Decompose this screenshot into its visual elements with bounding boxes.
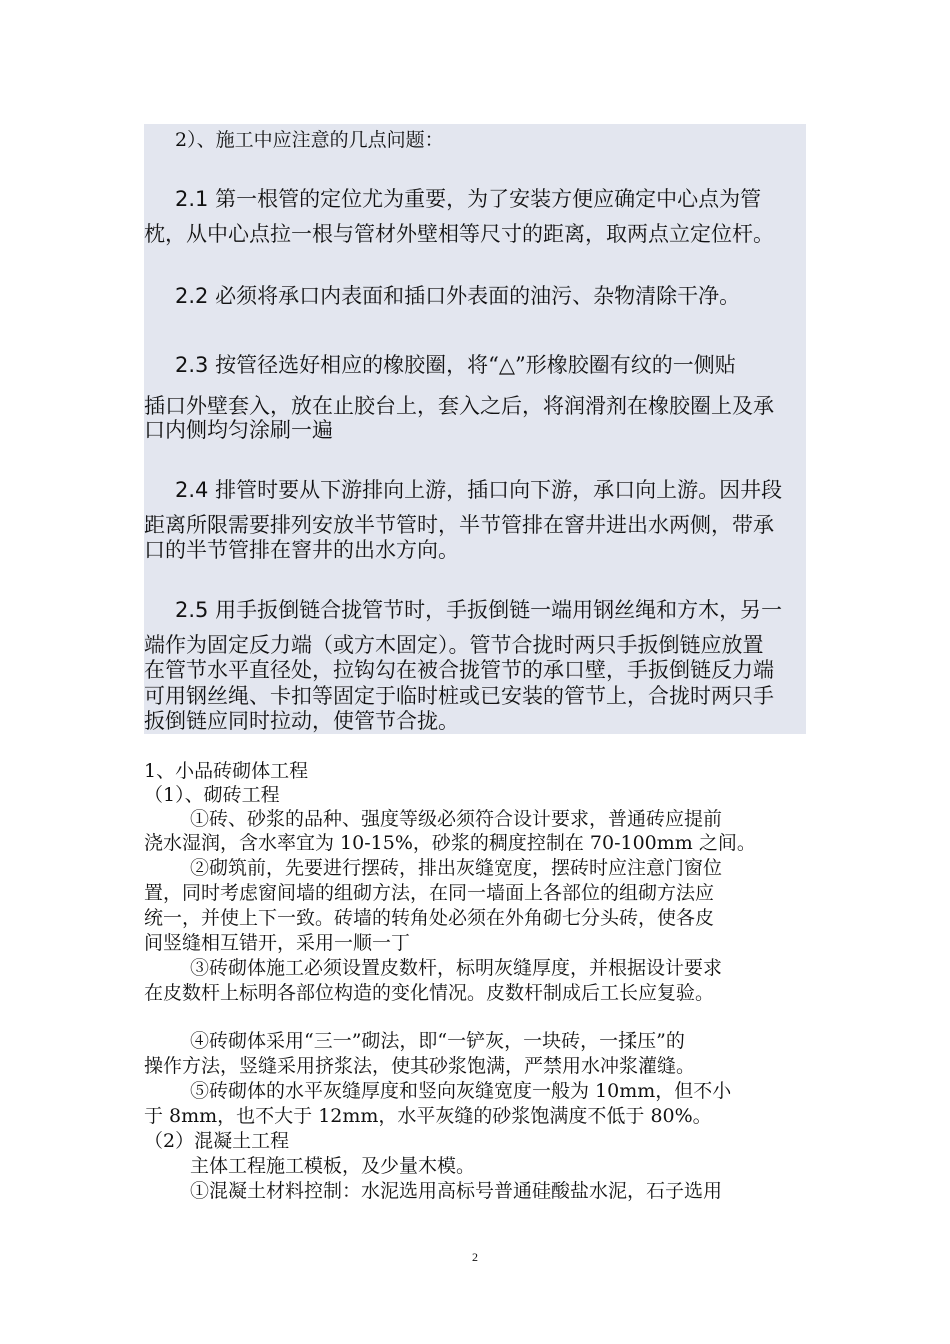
paragraph-number: 2.2 <box>175 284 209 308</box>
subsection-title: （1）、砌砖工程 <box>144 784 280 806</box>
item-2-line-2: 置，同时考虑窗间墙的组砌方法，在同一墙面上各部位的组砌方法应 <box>144 882 715 904</box>
paragraph-2-2-line-1: 2.2 必须将承口内表面和插口外表面的油污、杂物清除干净。 <box>175 284 741 308</box>
item-2-line-1: ②砌筑前，先要进行摆砖，排出灰缝宽度，摆砖时应注意门窗位 <box>190 857 723 879</box>
page-number: 2 <box>472 1250 478 1264</box>
paragraph-number: 2.4 <box>175 478 209 502</box>
paragraph-2-5-line-1: 2.5 用手扳倒链合拢管节时，手扳倒链一端用钢丝绳和方木，另一 <box>175 598 783 622</box>
item-1-line-2: 浇水湿润，含水率宜为 10-15%，砂浆的稠度控制在 70-100mm 之间。 <box>144 832 756 854</box>
paragraph-2-5-line-5: 扳倒链应同时拉动，使管节合拢。 <box>144 709 459 733</box>
section-title: 1、小品砖砌体工程 <box>144 760 309 782</box>
item-2-line-4: 间竖缝相互错开，采用一顺一丁 <box>144 932 411 954</box>
section-heading: 2）、施工中应注意的几点问题： <box>175 129 444 151</box>
item-1-line-1: ①砖、砂浆的品种、强度等级必须符合设计要求，普通砖应提前 <box>190 808 723 830</box>
paragraph-2-1-line-2: 枕，从中心点拉一根与管材外壁相等尺寸的距离，取两点立定位杆。 <box>144 222 774 246</box>
paragraph-number: 2.3 <box>175 353 209 377</box>
item-3-line-1: ③砖砌体施工必须设置皮数杆，标明灰缝厚度，并根据设计要求 <box>190 957 723 979</box>
paragraph-2-5-line-4: 可用钢丝绳、卡扣等固定于临时桩或已安装的管节上，合拢时两只手 <box>144 684 774 708</box>
paragraph-2-5-line-3: 在管节水平直径处，拉钩勾在被合拢管节的承口壁，手扳倒链反力端 <box>144 658 774 682</box>
paragraph-number: 2.1 <box>175 187 209 211</box>
concrete-line-0: 主体工程施工模板，及少量木模。 <box>190 1155 476 1177</box>
item-3-line-2: 在皮数杆上标明各部位构造的变化情况。皮数杆制成后工长应复验。 <box>144 982 715 1004</box>
item-2-line-3: 统一，并使上下一致。砖墙的转角处必须在外角砌七分头砖，使各皮 <box>144 907 715 929</box>
paragraph-2-4-line-1: 2.4 排管时要从下游排向上游，插口向下游，承口向上游。因井段 <box>175 478 783 502</box>
paragraph-2-3-line-2: 插口外壁套入，放在止胶台上，套入之后，将润滑剂在橡胶圈上及承 <box>144 394 774 418</box>
item-4-line-1: ④砖砌体采用“三一”砌法，即“一铲灰，一块砖，一揉压”的 <box>190 1030 685 1052</box>
paragraph-2-5-line-2: 端作为固定反力端（或方木固定）。管节合拢时两只手扳倒链应放置 <box>144 633 764 657</box>
concrete-line-1: ①混凝土材料控制：水泥选用高标号普通硅酸盐水泥，石子选用 <box>190 1180 723 1202</box>
paragraph-2-3-line-1: 2.3 按管径选好相应的橡胶圈，将“△”形橡胶圈有纹的一侧贴 <box>175 353 736 377</box>
item-5-line-2: 于 8mm，也不大于 12mm，水平灰缝的砂浆饱满度不低于 80%。 <box>144 1105 712 1127</box>
item-4-line-2: 操作方法，竖缝采用挤浆法，使其砂浆饱满，严禁用水冲浆灌缝。 <box>144 1055 696 1077</box>
paragraph-2-3-line-3: 口内侧均匀涂刷一遍 <box>144 418 333 442</box>
subsection-title: （2）混凝土工程 <box>144 1130 290 1152</box>
paragraph-2-4-line-3: 口的半节管排在窨井的出水方向。 <box>144 538 459 562</box>
paragraph-2-1-line-1: 2.1 第一根管的定位尤为重要，为了安装方便应确定中心点为管 <box>175 187 762 211</box>
paragraph-2-4-line-2: 距离所限需要排列安放半节管时，半节管排在窨井进出水两侧，带承 <box>144 513 774 537</box>
paragraph-number: 2.5 <box>175 598 209 622</box>
item-5-line-1: ⑤砖砌体的水平灰缝厚度和竖向灰缝宽度一般为 10mm，但不小 <box>190 1080 732 1102</box>
